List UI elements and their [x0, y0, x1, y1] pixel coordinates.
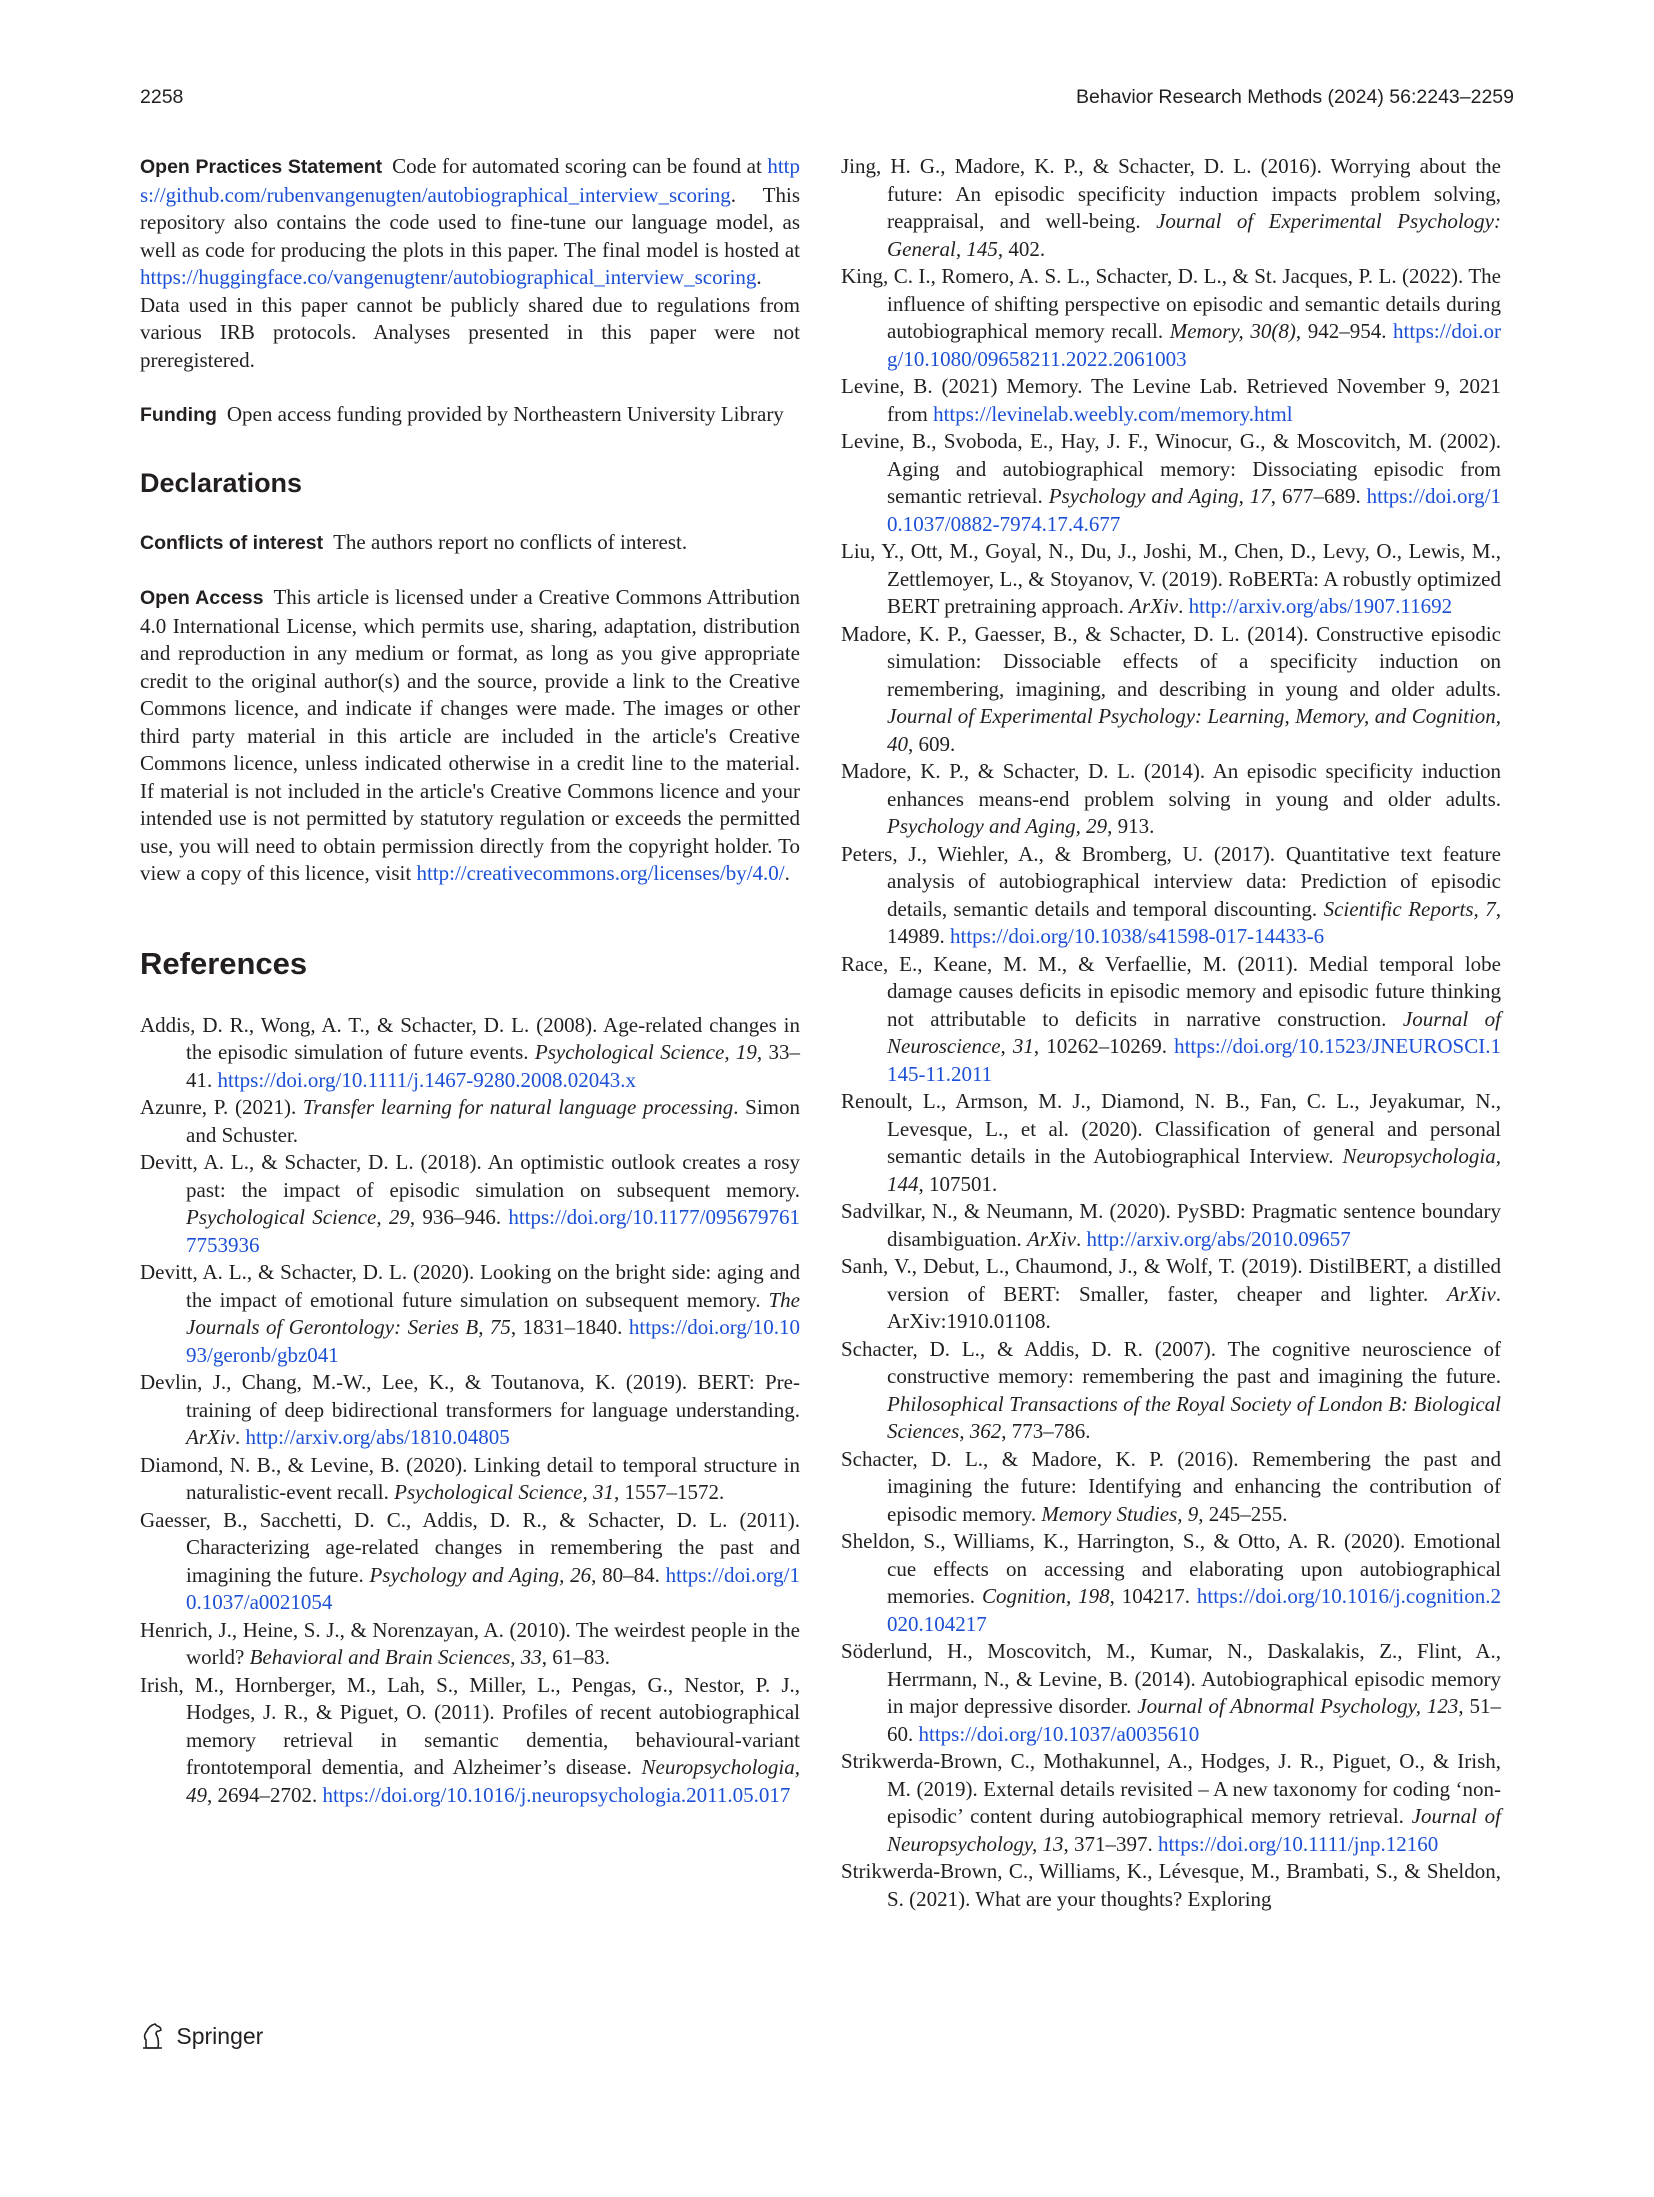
reference-text: Jing, H. G., Madore, K. P., & Schacter, D. L. (2016). Worrying about the future: An episodic specificity induction impacts problem solving, reappraisal, and well-being.	[841, 154, 1501, 233]
reference-item	[841, 153, 1501, 263]
reference-item	[140, 1149, 800, 1259]
reference-link[interactable]: https://doi.org/10.1111/j.1467-9280.2008.02043.x	[217, 1067, 636, 1092]
reference-source: Psychology and Aging, 26	[369, 1562, 592, 1587]
page-number: 2258	[140, 86, 184, 108]
reference-item	[140, 1012, 800, 1095]
reference-source: Philosophical Transactions of the Royal Society of London B: Biological Sciences, 362	[887, 1391, 1501, 1443]
huggingface-link[interactable]: https://huggingface.co/vangenugtenr/autobiographical_interview_scoring	[140, 265, 757, 289]
reference-text: , 104217.	[1109, 1584, 1197, 1608]
reference-source: ArXiv	[186, 1425, 235, 1449]
reference-item	[841, 1528, 1501, 1638]
open-practices-text: . This repository also contains the code used to fine-tune our language model, as well as code for producing the plots in this paper. The final model is hosted at	[140, 182, 800, 262]
reference-text: King, C. I., Romero, A. S. L., Schacter, D. L., & St. Jacques, P. L. (2022). The influence of shifting perspective on episodic and semantic details during autobiographical memory recall.	[841, 264, 1501, 343]
reference-text: , 61–83.	[541, 1645, 611, 1669]
running-header	[140, 86, 1514, 116]
reference-item	[841, 1088, 1501, 1198]
reference-text: , 942–954.	[1295, 319, 1394, 343]
open-access-lead: Open Access	[140, 587, 264, 609]
reference-text: .	[1075, 1226, 1087, 1251]
reference-link[interactable]: https://doi.org/10.1016/j.neuropsychologia.2011.05.017	[322, 1782, 791, 1807]
reference-source: Memory Studies, 9	[1041, 1501, 1199, 1526]
left-column	[140, 153, 800, 1809]
reference-link[interactable]: https://doi.org/10.1523/JNEUROSCI.1145-11.2011	[887, 1034, 1501, 1086]
conflicts-lead: Conflicts of interest	[140, 531, 324, 554]
reference-text: Gaesser, B., Sacchetti, D. C., Addis, D. R., & Schacter, D. L. (2011). Characterizing age-related changes in remembering the past and imagining the future.	[140, 1507, 800, 1587]
reference-text: Devitt, A. L., & Schacter, D. L. (2020). Looking on the bright side: aging and the impact of emotional future simulation on subsequent memory.	[140, 1260, 800, 1312]
reference-source: Journal of Experimental Psychology: General, 145	[887, 209, 1501, 261]
references-list-right	[841, 153, 1501, 1913]
reference-text: Sadvilkar, N., & Neumann, M. (2020). PySBD: Pragmatic sentence boundary disambiguation.	[841, 1199, 1501, 1251]
reference-source: Cognition, 198	[981, 1584, 1110, 1608]
reference-text: Schacter, D. L., & Addis, D. R. (2007). The cognitive neuroscience of constructive memory: remembering the past and imagining the future.	[841, 1336, 1501, 1388]
creative-commons-link[interactable]: http://creativecommons.org/licenses/by/4.0/	[416, 861, 785, 885]
open-access-end: .	[784, 861, 790, 885]
reference-source: Psychological Science, 19	[534, 1040, 757, 1064]
reference-text: Liu, Y., Ott, M., Goyal, N., Du, J., Joshi, M., Chen, D., Levy, O., Lewis, M., Zettlemoyer, L., & Stoyanov, V. (2019). RoBERTa: A robustly optimized BERT pretraining approach.	[841, 539, 1501, 618]
reference-text: , 245–255.	[1198, 1501, 1288, 1526]
reference-text: Sheldon, S., Williams, K., Harrington, S., & Otto, A. R. (2020). Emotional cue effects on accessing and elaborating upon autobiographical memories.	[841, 1529, 1501, 1608]
open-access-text: This article is licensed under a Creative Commons Attribution 4.0 International License, which permits use, sharing, adaptation, distribution and reproduction in any medium or format, as long as you give appropriate credit to the original author(s) and the source, provide a link to the Creative Commons licence, and indicate if changes were made. The images or other third party material in this article are included in the article's Creative Commons licence, unless indicated otherwise in a credit line to the material. If material is not included in the article's Creative Commons licence and your intended use is not permitted by statutory regulation or exceeds the permitted use, you will need to obtain permission directly from the copyright holder. To view a copy of this licence, visit	[140, 585, 800, 885]
reference-text: Söderlund, H., Moscovitch, M., Kumar, N., Daskalakis, Z., Flint, A., Herrmann, N., & Levine, B. (2014). Autobiographical episodic memory in major depressive disorder.	[841, 1639, 1501, 1718]
funding-statement	[140, 401, 800, 430]
reference-source: Memory, 30(8)	[1169, 319, 1296, 343]
reference-source: Journal of Neuroscience, 31	[887, 1006, 1501, 1058]
reference-item	[140, 1094, 800, 1149]
references-heading: References	[140, 945, 308, 981]
reference-source: ArXiv	[1446, 1281, 1496, 1306]
references-list-left	[140, 1012, 800, 1810]
reference-item	[841, 951, 1501, 1089]
reference-source: Neuropsychologia, 49	[186, 1755, 800, 1807]
reference-link[interactable]: http://arxiv.org/abs/1907.11692	[1188, 594, 1453, 618]
reference-item	[841, 621, 1501, 759]
reference-item	[841, 538, 1501, 621]
reference-text: Renoult, L., Armson, M. J., Diamond, N. B., Fan, C. L., Jeyakumar, N., Levesque, L., et al. (2020). Classification of general and personal semantic details in the Autobiographical Interview.	[841, 1089, 1501, 1168]
reference-text: Levine, B. (2021) Memory. The Levine Lab. Retrieved November 9, 2021 from	[841, 374, 1501, 426]
reference-link[interactable]: https://doi.org/10.1111/jnp.12160	[1158, 1831, 1439, 1856]
reference-item	[140, 1259, 800, 1369]
journal-citation: Behavior Research Methods (2024) 56:2243–2259	[1076, 86, 1514, 108]
reference-text: , 10262–10269.	[1033, 1034, 1175, 1058]
reference-text: , 33–41.	[186, 1040, 800, 1092]
reference-text: Madore, K. P., & Schacter, D. L. (2014). An episodic specificity induction enhances means-end problem solving in young and older adults.	[841, 759, 1501, 811]
reference-text: , 773–786.	[1001, 1419, 1091, 1443]
reference-item	[841, 428, 1501, 538]
reference-text: . ArXiv:1910.01108.	[887, 1281, 1501, 1333]
reference-link[interactable]: https://doi.org/10.1037/a0021054	[186, 1562, 800, 1614]
right-column	[841, 153, 1501, 1913]
reference-text: .	[234, 1425, 246, 1449]
reference-text: Irish, M., Hornberger, M., Lah, S., Miller, L., Pengas, G., Nestor, P. J., Hodges, J. R., & Piguet, O. (2011). Profiles of recent autobiographical memory retrieval in semantic dementia, behavioural-variant frontotemporal dementia, and Alzheimer’s disease.	[140, 1672, 800, 1779]
reference-source: Scientific Reports, 7	[1323, 896, 1496, 921]
reference-item	[841, 1638, 1501, 1748]
reference-text: Henrich, J., Heine, S. J., & Norenzayan, A. (2010). The weirdest people in the world?	[140, 1617, 800, 1669]
reference-source: Transfer learning for natural language processing	[302, 1095, 734, 1119]
reference-item	[841, 373, 1501, 428]
open-practices-text: Code for automated scoring can be found at	[392, 154, 768, 178]
publisher-footer	[140, 2022, 263, 2062]
reference-text: .	[1178, 594, 1189, 618]
reference-text: , 371–397.	[1063, 1831, 1159, 1856]
open-practices-text: . Data used in this paper cannot be publicly shared due to regulations from various IRB protocols. Analyses presented in this paper were not preregistered.	[140, 265, 800, 372]
reference-text: , 2694–2702.	[207, 1782, 323, 1807]
reference-item	[841, 1858, 1501, 1913]
reference-item	[841, 263, 1501, 373]
reference-item	[841, 758, 1501, 841]
reference-source: Psychological Science, 31	[394, 1480, 614, 1504]
springer-horse-icon	[140, 2022, 166, 2050]
conflicts-text: The authors report no conflicts of interest.	[333, 529, 688, 554]
reference-text: Peters, J., Wiehler, A., & Bromberg, U. (2017). Quantitative text feature analysis of autobiographical interview data: Prediction of episodic details, semantic details and temporal discounting.	[841, 841, 1501, 921]
open-practices-statement	[140, 153, 800, 374]
conflicts-statement	[140, 529, 800, 558]
reference-source: ArXiv	[1129, 594, 1179, 618]
reference-text: , 936–946.	[409, 1205, 509, 1229]
reference-link[interactable]: https://doi.org/10.1177/0956797617753936	[186, 1205, 800, 1257]
reference-link[interactable]: http://arxiv.org/abs/1810.04805	[245, 1425, 510, 1449]
reference-text: , 80–84.	[591, 1562, 666, 1587]
reference-text: Strikwerda-Brown, C., Mothakunnel, A., Hodges, J. R., Piguet, O., & Irish, M. (2019). External details revisited – A new taxonomy for coding ‘non-episodic’ content during autobiographical memory retrieval.	[841, 1749, 1501, 1828]
reference-item	[140, 1672, 800, 1810]
reference-source: Journal of Abnormal Psychology, 123	[1137, 1694, 1459, 1718]
reference-source: The Journals of Gerontology: Series B, 75	[186, 1287, 800, 1339]
reference-item	[841, 1446, 1501, 1529]
reference-item	[841, 1336, 1501, 1446]
reference-text: . Simon and Schuster.	[186, 1095, 801, 1147]
reference-link[interactable]: https://doi.org/10.1037/0882-7974.17.4.677	[887, 484, 1502, 536]
reference-text: Addis, D. R., Wong, A. T., & Schacter, D. L. (2008). Age-related changes in the episodic simulation of future events.	[140, 1012, 800, 1064]
reference-text: Devlin, J., Chang, M.-W., Lee, K., & Toutanova, K. (2019). BERT: Pre-training of deep bidirectional transformers for language understanding.	[140, 1370, 800, 1422]
reference-text: Azunre, P. (2021).	[140, 1095, 303, 1119]
reference-item	[841, 841, 1501, 951]
reference-text: , 107501.	[918, 1171, 998, 1196]
reference-item	[140, 1369, 800, 1452]
reference-item	[140, 1452, 800, 1507]
reference-item	[841, 1253, 1501, 1336]
reference-link[interactable]: https://doi.org/10.1080/09658211.2022.2061003	[887, 319, 1501, 371]
reference-text: , 402.	[997, 236, 1046, 261]
reference-text: Diamond, N. B., & Levine, B. (2020). Linking detail to temporal structure in naturalistic-event recall.	[140, 1452, 800, 1504]
reference-source: Psychology and Aging, 29	[887, 814, 1108, 838]
reference-text: Levine, B., Svoboda, E., Hay, J. F., Winocur, G., & Moscovitch, M. (2002). Aging and autobiographical memory: Dissociating episodic from semantic retrieval.	[841, 429, 1501, 508]
reference-text: , 677–689.	[1270, 484, 1367, 508]
reference-source: Journal of Experimental Psychology: Learning, Memory, and Cognition, 40	[887, 704, 1501, 756]
reference-link[interactable]: http://arxiv.org/abs/2010.09657	[1086, 1226, 1351, 1251]
reference-source: Neuropsychologia, 144	[887, 1144, 1501, 1196]
reference-item	[140, 1507, 800, 1617]
reference-text: Devitt, A. L., & Schacter, D. L. (2018). An optimistic outlook creates a rosy past: the impact of episodic simulation on subsequent memory.	[140, 1150, 800, 1202]
funding-text: Open access funding provided by Northeastern University Library	[226, 402, 784, 426]
reference-source: ArXiv	[1027, 1226, 1076, 1251]
reference-source: Psychology and Aging, 17	[1048, 484, 1271, 508]
reference-source: Psychological Science, 29	[186, 1205, 410, 1229]
reference-link[interactable]: https://doi.org/10.1016/j.cognition.2020.104217	[887, 1584, 1502, 1636]
reference-text: Strikwerda-Brown, C., Williams, K., Lévesque, M., Brambati, S., & Sheldon, S. (2021). What are your thoughts? Exploring	[841, 1859, 1501, 1911]
reference-source: Behavioral and Brain Sciences, 33	[249, 1645, 542, 1669]
reference-link[interactable]: https://levinelab.weebly.com/memory.html	[933, 401, 1293, 426]
funding-lead: Funding	[140, 404, 217, 426]
reference-item	[841, 1748, 1501, 1858]
reference-link[interactable]: https://doi.org/10.1037/a0035610	[918, 1721, 1200, 1746]
reference-text: , 1831–1840.	[510, 1315, 629, 1339]
publisher-name: Springer	[176, 2023, 264, 2049]
reference-link[interactable]: https://doi.org/10.1093/geronb/gbz041	[186, 1315, 800, 1367]
reference-item	[140, 1617, 800, 1672]
reference-text: , 51–60.	[887, 1694, 1502, 1746]
reference-link[interactable]: https://doi.org/10.1038/s41598-017-14433-6	[950, 924, 1325, 948]
reference-item	[841, 1198, 1501, 1253]
reference-text: Madore, K. P., Gaesser, B., & Schacter, D. L. (2014). Constructive episodic simulation: Dissociable effects of a specificity induction on remembering, imagining, and describing in young and older adults.	[841, 621, 1501, 701]
github-link[interactable]: https://github.com/rubenvangenugten/autobiographical_interview_scoring	[140, 154, 800, 207]
declarations-heading: Declarations	[140, 467, 303, 498]
reference-text: , 913.	[1107, 814, 1155, 838]
reference-text: , 1557–1572.	[614, 1480, 725, 1504]
open-access-statement	[140, 584, 800, 888]
open-practices-lead: Open Practices Statement	[140, 156, 383, 178]
reference-source: Journal of Neuropsychology, 13	[887, 1804, 1501, 1856]
reference-text: Sanh, V., Debut, L., Chaumond, J., & Wolf, T. (2019). DistilBERT, a distilled version of BERT: Smaller, faster, cheaper and lighter.	[841, 1254, 1501, 1306]
reference-text: , 14989.	[887, 896, 1501, 948]
reference-text: , 609.	[908, 731, 956, 756]
reference-text: Schacter, D. L., & Madore, K. P. (2016). Remembering the past and imagining the future: Identifying and enhancing the contribution of episodic memory.	[841, 1446, 1501, 1526]
reference-text: Race, E., Keane, M. M., & Verfaellie, M. (2011). Medial temporal lobe damage causes deficits in episodic memory and episodic future thinking not attributable to deficits in narrative construction.	[841, 951, 1501, 1031]
